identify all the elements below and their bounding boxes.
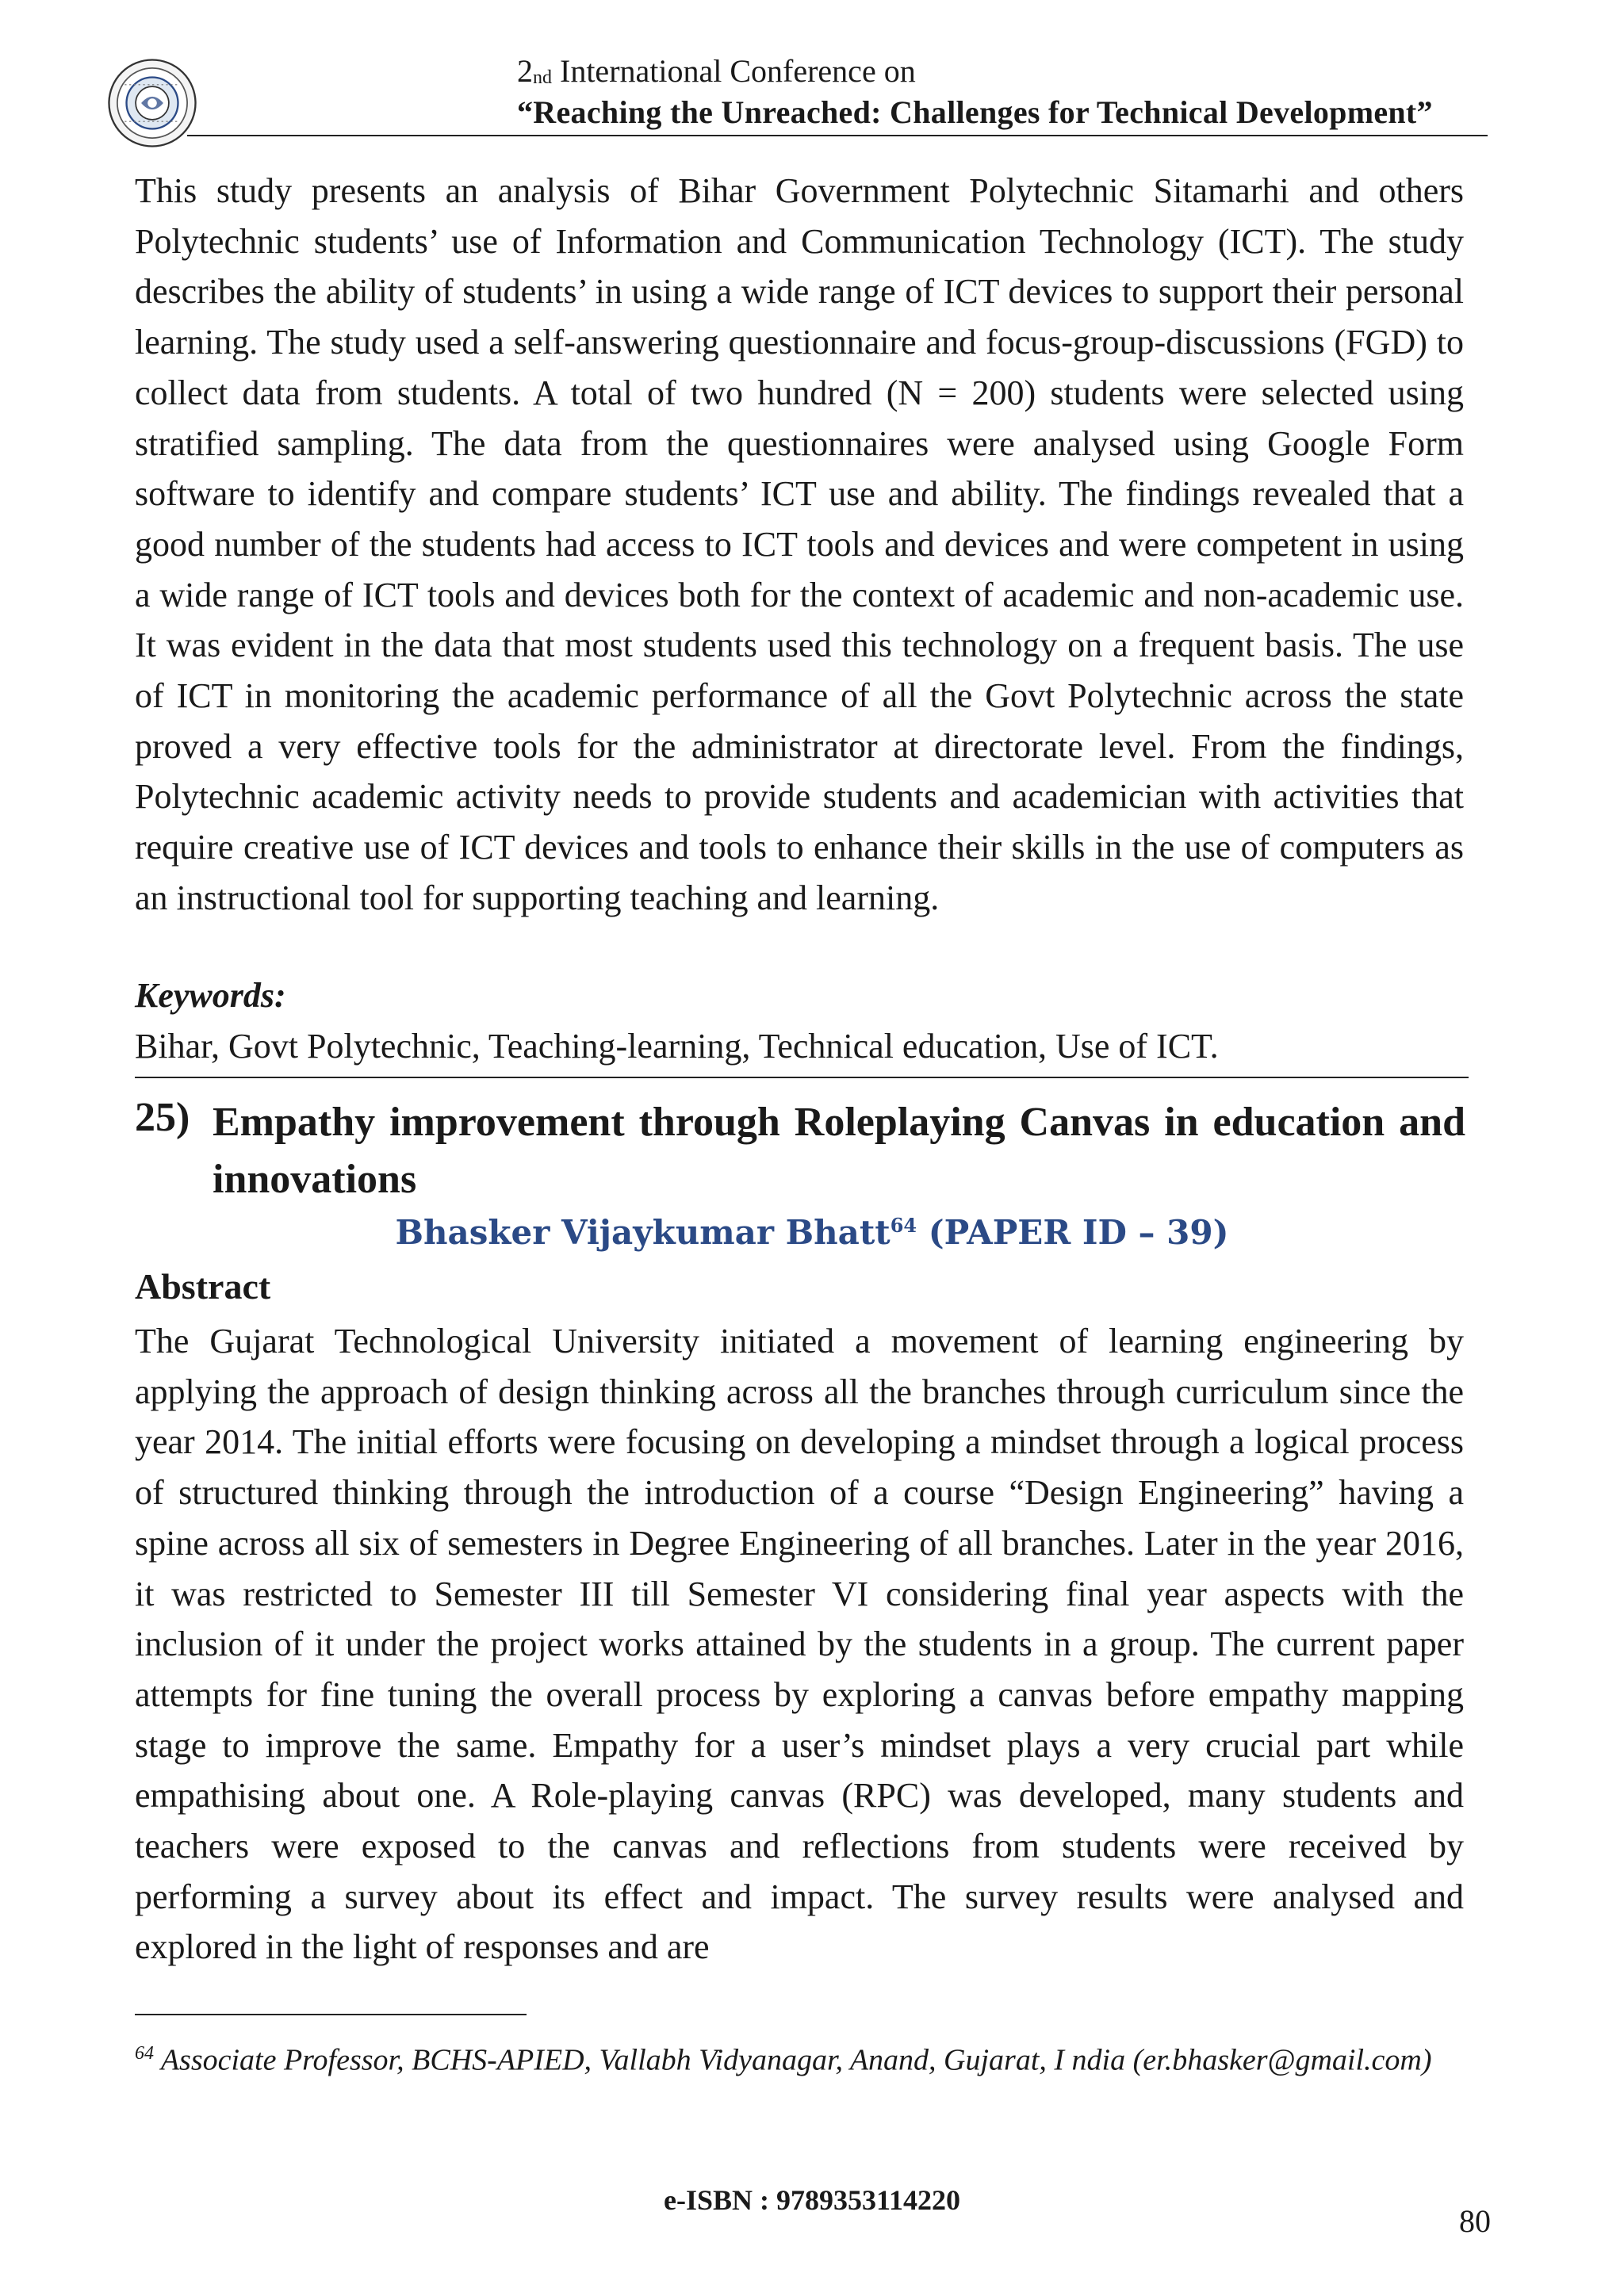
header-ordinal-suffix: nd xyxy=(533,67,552,88)
footnote-mark: 64 xyxy=(135,2043,154,2064)
isbn: e-ISBN : 9789353114220 xyxy=(663,2184,960,2216)
keywords-text: Bihar, Govt Polytechnic, Teaching-learning, Technical education, Use of ICT. xyxy=(135,1027,1219,1066)
header-ordinal: 2 xyxy=(517,53,533,89)
header-conference-theme: “Reaching the Unreached: Challenges for Technical Development” xyxy=(517,94,1433,130)
abstract-text: The Gujarat Technological University initiated a movement of learning engineering by applying the approach of design thinking across all the branches through curriculum since the year 2014. The initial efforts were focusing on developing a mindset through a logical process of structured thinking through the introduction of a course “Design Engineering” having a spine across all six of semesters in Degree Engineering of all branches. Later in the year 2016, it was restricted to Semester III till Semester VI considering final year aspects with the inclusion of it under the project works attained by the students in a group. The current paper attempts for fine tuning the overall process by exploring a canvas before empathy mapping stage to improve the same. Empathy for a user’s mindset plays a very crucial part while empathising about one. A Role-playing canvas (RPC) was developed, many students and teachers were exposed to the canvas and reflections from students were received by performing a survey about its effect and impact. The survey results were analysed and explored in the light of responses and are xyxy=(135,1322,1464,1967)
section-divider xyxy=(135,1077,1469,1078)
footnote-text: Associate Professor, BCHS-APIED, Vallabh Vidyanagar, Anand, Gujarat, I ndia (er.bhasker@gmail.com) xyxy=(160,2043,1432,2077)
header-divider xyxy=(187,135,1488,136)
author-line xyxy=(0,1213,1624,1252)
footnote-divider xyxy=(135,2014,527,2015)
header-conference-line xyxy=(517,52,916,90)
section-title: Empathy improvement through Roleplaying Canvas in education and innovations xyxy=(213,1100,1465,1202)
header-conference-text: International Conference on xyxy=(560,53,916,89)
previous-abstract-text: This study presents an analysis of Bihar Government Polytechnic Sitamarhi and others Polytechnic students’ use of Information and Communication Technology (ICT). The study describes the ability of students’ in using a wide range of ICT devices to support their personal learning. The study used a self-answering questionnaire and focus-group-discussions (FGD) to collect data from students. A total of two hundred (N = 200) students were selected using stratified sampling. The data from the questionnaires were analysed using Google Form software to identify and compare students’ ICT use and ability. The findings revealed that a good number of the students had access to ICT tools and devices and were competent in using a wide range of ICT tools and devices both for the context of academic and non-academic use. It was evident in the data that most students used this technology on a frequent basis. The use of ICT in monitoring the academic performance of all the Govt Polytechnic across the state proved a very effective tools for the administrator at directorate level. From the findings, Polytechnic academic activity needs to provide students and academician with activities that require creative use of ICT devices and tools to enhance their skills in the use of computers as an instructional tool for supporting teaching and learning. xyxy=(135,171,1464,917)
paper-id: (PAPER ID – 39) xyxy=(928,1213,1229,1252)
section-number: 25) xyxy=(135,1095,190,1140)
abstract-heading: Abstract xyxy=(135,1266,271,1307)
author-name: Bhasker Vijaykumar Bhatt xyxy=(395,1213,891,1252)
footnote xyxy=(135,2034,1464,2080)
keywords-label: Keywords: xyxy=(135,976,286,1015)
author-footnote-mark: 64 xyxy=(890,1214,917,1237)
conference-seal-icon xyxy=(106,57,198,149)
page-number: 80 xyxy=(1459,2203,1491,2239)
